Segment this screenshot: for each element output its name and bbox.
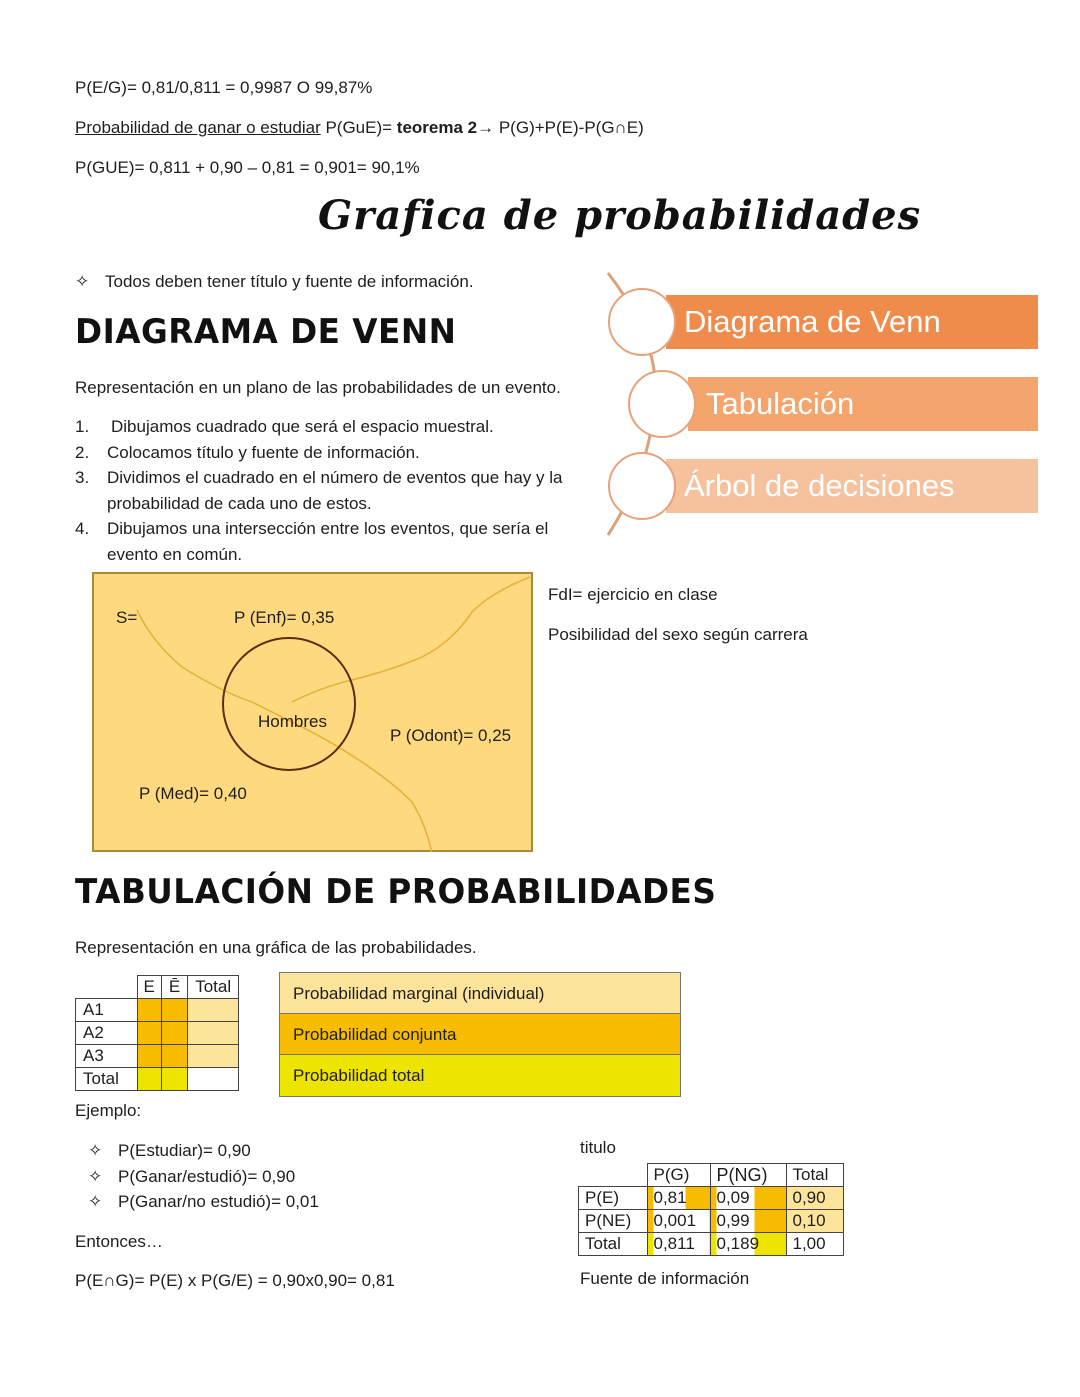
step-3: 3. Dividimos el cuadrado en el número de eventos que hay y la probabilidad de cada uno de estos. (75, 468, 563, 513)
example-row-label: Total (579, 1233, 648, 1256)
formula-line-2-rest: P(GuE)= (320, 118, 397, 137)
legend-item-total: Probabilidad total (280, 1055, 680, 1096)
example-bullet: ✧ P(Ganar/estudió)= 0,90 (88, 1164, 319, 1190)
formula-line-3: P(GUE)= 0,811 + 0,90 – 0,81 = 0,901= 90,1% (75, 158, 420, 177)
example-table-source: Fuente de información (580, 1269, 750, 1288)
template-header-blank (76, 976, 138, 999)
venn-enf-label: P (Enf)= 0,35 (234, 608, 335, 627)
smartart-graphic (600, 270, 1040, 540)
example-label: Ejemplo: (75, 1101, 142, 1120)
template-header-total: Total (188, 976, 239, 999)
smartart-circle-2 (628, 370, 696, 438)
star-icon: ✧ (88, 1141, 103, 1160)
example-cell: 0,189 (710, 1233, 786, 1256)
example-bullet: ✧ P(Ganar/no estudió)= 0,01 (88, 1189, 319, 1215)
example-header-png: P(NG) (710, 1164, 786, 1187)
venn-fdi-note: FdI= ejercicio en clase (548, 585, 718, 604)
smartart-circle-3 (608, 452, 676, 520)
example-formula: P(E∩G)= P(E) x P(G/E) = 0,90x0,90= 0,81 (75, 1271, 395, 1290)
formula-line-2-bold: teorema 2 (396, 118, 478, 137)
step-4: 4. Dibujamos una intersección entre los eventos, que sería el evento en común. (75, 519, 549, 564)
example-header-blank (579, 1164, 648, 1187)
template-row-label: Total (76, 1068, 138, 1091)
arrow-icon: → (477, 118, 495, 137)
legend-item-conjunta: Probabilidad conjunta (280, 1014, 680, 1055)
venn-s-label: S= (116, 608, 138, 627)
example-cell: 0,10 (786, 1210, 843, 1233)
star-icon: ✧ (88, 1166, 103, 1186)
example-header-total: Total (786, 1164, 843, 1187)
formula-line-2-underlined: Probabilidad de ganar o estudiar (75, 118, 321, 137)
example-cell: 0,811 (647, 1233, 710, 1256)
tab-heading: TABULACIÓN DE PROBABILIDADES (75, 872, 717, 912)
venn-steps (75, 414, 587, 567)
template-table (75, 975, 239, 1091)
smartart-circle-1 (608, 288, 676, 356)
example-row-label: P(NE) (579, 1210, 648, 1233)
example-row-label: P(E) (579, 1187, 648, 1210)
venn-diagram (92, 572, 533, 852)
step-1: 1. Dibujamos cuadrado que será el espacio muestral. (75, 417, 494, 436)
example-bullets (88, 1138, 319, 1215)
example-header-pg: P(G) (647, 1164, 710, 1187)
template-row-label: A3 (76, 1045, 138, 1068)
formula-line-2-end: P(G)+P(E)-P(G∩E) (494, 118, 644, 137)
template-header-not-e: Ē (161, 976, 187, 999)
venn-med-label: P (Med)= 0,40 (139, 784, 247, 803)
example-cell: 0,99 (710, 1210, 786, 1233)
legend-item-marginal: Probabilidad marginal (individual) (280, 973, 680, 1014)
template-row-label: A2 (76, 1022, 138, 1045)
smartart-item-venn: Diagrama de Venn (666, 295, 1038, 349)
example-table-caption: titulo (580, 1138, 616, 1157)
example-then: Entonces… (75, 1232, 163, 1251)
template-row-label: A1 (76, 999, 138, 1022)
example-cell: 0,09 (710, 1187, 786, 1210)
template-header-e: E (137, 976, 161, 999)
example-bullet: ✧ P(Estudiar)= 0,90 (88, 1138, 319, 1164)
venn-title-note: Posibilidad del sexo según carrera (548, 625, 808, 644)
smartart-item-tabulacion: Tabulación (688, 377, 1038, 431)
example-cell: 0,81 (647, 1187, 710, 1210)
example-cell: 0,001 (647, 1210, 710, 1233)
venn-description: Representación en un plano de las probabilidades de un evento. (75, 378, 561, 397)
tab-description: Representación en una gráfica de las probabilidades. (75, 938, 477, 957)
formula-line-2 (75, 118, 644, 138)
legend (279, 972, 681, 1097)
note-line (75, 272, 474, 292)
step-2: 2. Colocamos título y fuente de información. (75, 442, 420, 462)
star-icon: ✧ (88, 1192, 103, 1211)
venn-hombres-label: Hombres (258, 712, 327, 731)
formula-line-1: P(E/G)= 0,81/0,811 = 0,9987 O 99,87% (75, 78, 373, 97)
venn-heading: DIAGRAMA DE VENN (75, 312, 457, 352)
page-title: Grafica de probabilidades (318, 192, 922, 239)
note-text: Todos deben tener título y fuente de información. (105, 272, 474, 291)
star-icon: ✧ (75, 272, 90, 291)
example-cell: 1,00 (786, 1233, 843, 1256)
example-table (578, 1163, 844, 1256)
venn-odont-label: P (Odont)= 0,25 (390, 726, 512, 745)
example-cell: 0,90 (786, 1187, 843, 1210)
smartart-item-arbol: Árbol de decisiones (666, 459, 1038, 513)
